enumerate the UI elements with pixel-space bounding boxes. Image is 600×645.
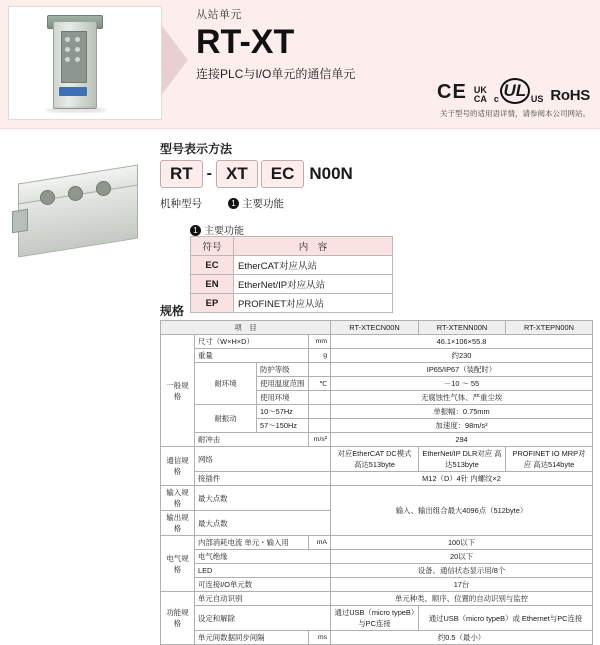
model-section-title: 型号表示方法: [160, 142, 233, 156]
spec-group-comm: 通信规格: [161, 447, 195, 486]
model-row-code: EP: [191, 294, 234, 313]
spec-label-weight: 重量: [195, 349, 309, 363]
manifold-illustration: [6, 150, 146, 280]
spec-unit-ms2: m/s²: [309, 433, 331, 447]
model-th-code: 符号: [191, 237, 234, 256]
model-code-row: [160, 160, 355, 188]
unit-shadow: [45, 107, 107, 113]
spec-label-internal-current: 内部消耗电流 单元・输入用: [195, 536, 309, 550]
product-photo: [8, 6, 162, 120]
spec-label-vib-high: 57～150Hz: [257, 419, 309, 433]
spec-value-setting-en-ep: 通过USB（micro typeB）或 Ethernet与PC连接: [419, 606, 593, 631]
manifold-end-plate: [12, 209, 28, 234]
table-row: [161, 564, 593, 578]
spec-unit-blank: [309, 363, 331, 377]
unit-led-dot: [75, 57, 80, 62]
model-row-code: EN: [191, 275, 234, 294]
table-row: [161, 363, 593, 377]
spec-group-electrical: 电气规格: [161, 536, 195, 592]
table-row: [161, 335, 593, 349]
spec-subgroup-environment: 耐环境: [195, 363, 257, 405]
spec-group-function: 功能规格: [161, 592, 195, 645]
model-table-caption-text: 主要功能: [204, 226, 244, 237]
spec-label-auto-detect: 单元自动识别: [195, 592, 331, 606]
model-row-desc: PROFINET对应从站: [234, 294, 393, 313]
page-title: RT-XT: [196, 23, 295, 61]
spec-value-vib-high: 加速度：98m/s²: [331, 419, 593, 433]
unit-led-dot: [65, 57, 70, 62]
header-subtitle: 从站单元: [196, 9, 242, 21]
header-text-block: [196, 6, 592, 82]
spec-unit-blank: [309, 419, 331, 433]
arrow-icon: [162, 26, 188, 94]
model-code-part-suffix: N00N: [309, 164, 353, 183]
model-code-part-rt: RT: [160, 160, 203, 188]
spec-value-connector: M12（D）4针 内螺纹×2: [331, 472, 593, 486]
spec-subgroup-vibration: 耐振动: [195, 405, 257, 433]
unit-led-dot: [65, 37, 70, 42]
spec-label-connectable-units: 可连接I/O单元数: [195, 578, 331, 592]
ul-us-suffix: US: [530, 94, 544, 104]
spec-value-network-ec: 对应EtherCAT DC模式 高达513byte: [331, 447, 419, 472]
model-legend: [160, 196, 284, 211]
spec-unit-ma: mA: [309, 536, 331, 550]
header-description: 连接PLC与I/O单元的通信单元: [196, 67, 356, 81]
model-code-part-xt: XT: [216, 160, 258, 188]
spec-unit-celsius: ℃: [309, 377, 331, 391]
spec-unit-blank: [309, 405, 331, 419]
header-footnote: 关于型号的适用语详情，请参阅本公司网站。: [440, 109, 590, 118]
spec-th-ep: RT-XTEPN00N: [506, 321, 593, 335]
spec-th-ec: RT-XTECN00N: [331, 321, 419, 335]
spec-label-dimensions: 尺寸（W×H×D）: [195, 335, 309, 349]
unit-led-dot: [65, 47, 70, 52]
spec-label-sync-interval: 单元间数据同步间隔: [195, 631, 309, 645]
unit-led-dot: [75, 47, 80, 52]
spec-label-vib-low: 10～57Hz: [257, 405, 309, 419]
model-table-caption: [190, 222, 244, 237]
table-row: [191, 294, 393, 313]
table-row: [161, 486, 593, 511]
spec-label-insulation: 电气绝缘: [195, 550, 331, 564]
spec-th-en: RT-XTENN00N: [419, 321, 506, 335]
spec-value-shock: 294: [331, 433, 593, 447]
model-legend-label-1: 机种型号: [160, 198, 202, 210]
table-row: [191, 275, 393, 294]
spec-value-auto-detect: 单元种类、顺序、位置的自动识别与监控: [331, 592, 593, 606]
ul-c-prefix: c: [493, 94, 499, 104]
spec-label-setting: 设定和解除: [195, 606, 331, 631]
spec-section-title: 规格: [160, 304, 185, 318]
spec-label-output-max: 最大点数: [195, 511, 331, 536]
model-function-table: [190, 236, 393, 313]
spec-value-led: 设备、通信状态显示用/8个: [331, 564, 593, 578]
model-legend-item-function: [228, 196, 284, 211]
manifold-port-icon: [68, 186, 83, 201]
table-row: [161, 631, 593, 645]
model-th-desc: 内 容: [234, 237, 393, 256]
spec-group-general: 一般规格: [161, 335, 195, 447]
spec-label-connector: 接插件: [195, 472, 331, 486]
ukca-mark-icon: [474, 86, 487, 104]
model-code-part-ec: EC: [261, 160, 305, 188]
table-row: [161, 606, 593, 631]
table-row: [161, 592, 593, 606]
page-header: [0, 0, 600, 129]
model-legend-label-2: 主要功能: [242, 198, 284, 210]
spec-label-led: LED: [195, 564, 331, 578]
ukca-line2: CA: [473, 94, 487, 104]
ul-mark-icon: [494, 78, 544, 104]
table-header-row: [191, 237, 393, 256]
spec-value-network-en: EtherNet/IP DLR对应 高达513byte: [419, 447, 506, 472]
spec-value-connectable-units: 17台: [331, 578, 593, 592]
unit-brand-label: [59, 87, 87, 96]
table-row: [191, 256, 393, 275]
spec-group-output: 输出规格: [161, 511, 195, 536]
table-row: [161, 447, 593, 472]
spec-value-temperature: －10 ～ 55: [331, 377, 593, 391]
unit-led-dot: [75, 37, 80, 42]
spec-value-insulation: 20以下: [331, 550, 593, 564]
table-row: [161, 536, 593, 550]
model-row-desc: EtherNet/IP对应从站: [234, 275, 393, 294]
spec-group-input: 输入规格: [161, 486, 195, 511]
specification-table: [160, 320, 593, 645]
spec-label-temperature: 使用温度范围: [257, 377, 309, 391]
model-code-dash: -: [206, 165, 212, 182]
ul-circle: UL: [500, 78, 530, 104]
spec-value-dimensions: 46.1×106×55.8: [331, 335, 593, 349]
manifold-port-icon: [40, 190, 55, 205]
spec-label-shock: 耐冲击: [195, 433, 309, 447]
spec-value-io-max: 输入、输出组合最大4096点（512byte）: [331, 486, 593, 536]
model-legend-item-series: [160, 196, 202, 211]
table-row: [161, 405, 593, 419]
spec-label-input-max: 最大点数: [195, 486, 331, 511]
model-row-desc: EtherCAT对应从站: [234, 256, 393, 275]
certification-marks: [437, 78, 590, 104]
spec-unit-mm: mm: [309, 335, 331, 349]
spec-value-network-ep: PROFINET IO MRP对应 高达514byte: [506, 447, 593, 472]
spec-header-row: [161, 321, 593, 335]
spec-value-internal-current: 100以下: [331, 536, 593, 550]
model-row-code: EC: [191, 256, 234, 275]
spec-value-environment: 无腐蚀性气体、严重尘埃: [331, 391, 593, 405]
rohs-mark-icon: RoHS: [550, 87, 590, 104]
spec-label-protection: 防护等级: [257, 363, 309, 377]
table-row: [161, 578, 593, 592]
table-row: [161, 433, 593, 447]
spec-value-weight: 约230: [331, 349, 593, 363]
manifold-port-icon: [96, 181, 111, 196]
table-row: [161, 550, 593, 564]
spec-value-sync-interval: 约0.5（最小）: [331, 631, 593, 645]
spec-unit-ms: ms: [309, 631, 331, 645]
spec-label-network: 网络: [195, 447, 331, 472]
spec-unit-g: g: [309, 349, 331, 363]
ce-mark-icon: CE: [437, 81, 467, 103]
spec-unit-blank: [309, 391, 331, 405]
spec-value-vib-low: 单振幅：0.75mm: [331, 405, 593, 419]
product-photo-illustration: [9, 7, 161, 119]
bullet-one-icon: 1: [228, 198, 239, 209]
table-row: [161, 349, 593, 363]
spec-value-setting-ec: 通过USB（micro typeB）与PC连接: [331, 606, 419, 631]
spec-label-environment: 使用环境: [257, 391, 309, 405]
spec-value-protection: IP65/IP67（装配时）: [331, 363, 593, 377]
table-row: [161, 472, 593, 486]
bullet-one-icon: 1: [190, 225, 201, 236]
ukca-line1: UK: [473, 85, 487, 95]
spec-th-item: 项 目: [161, 321, 331, 335]
